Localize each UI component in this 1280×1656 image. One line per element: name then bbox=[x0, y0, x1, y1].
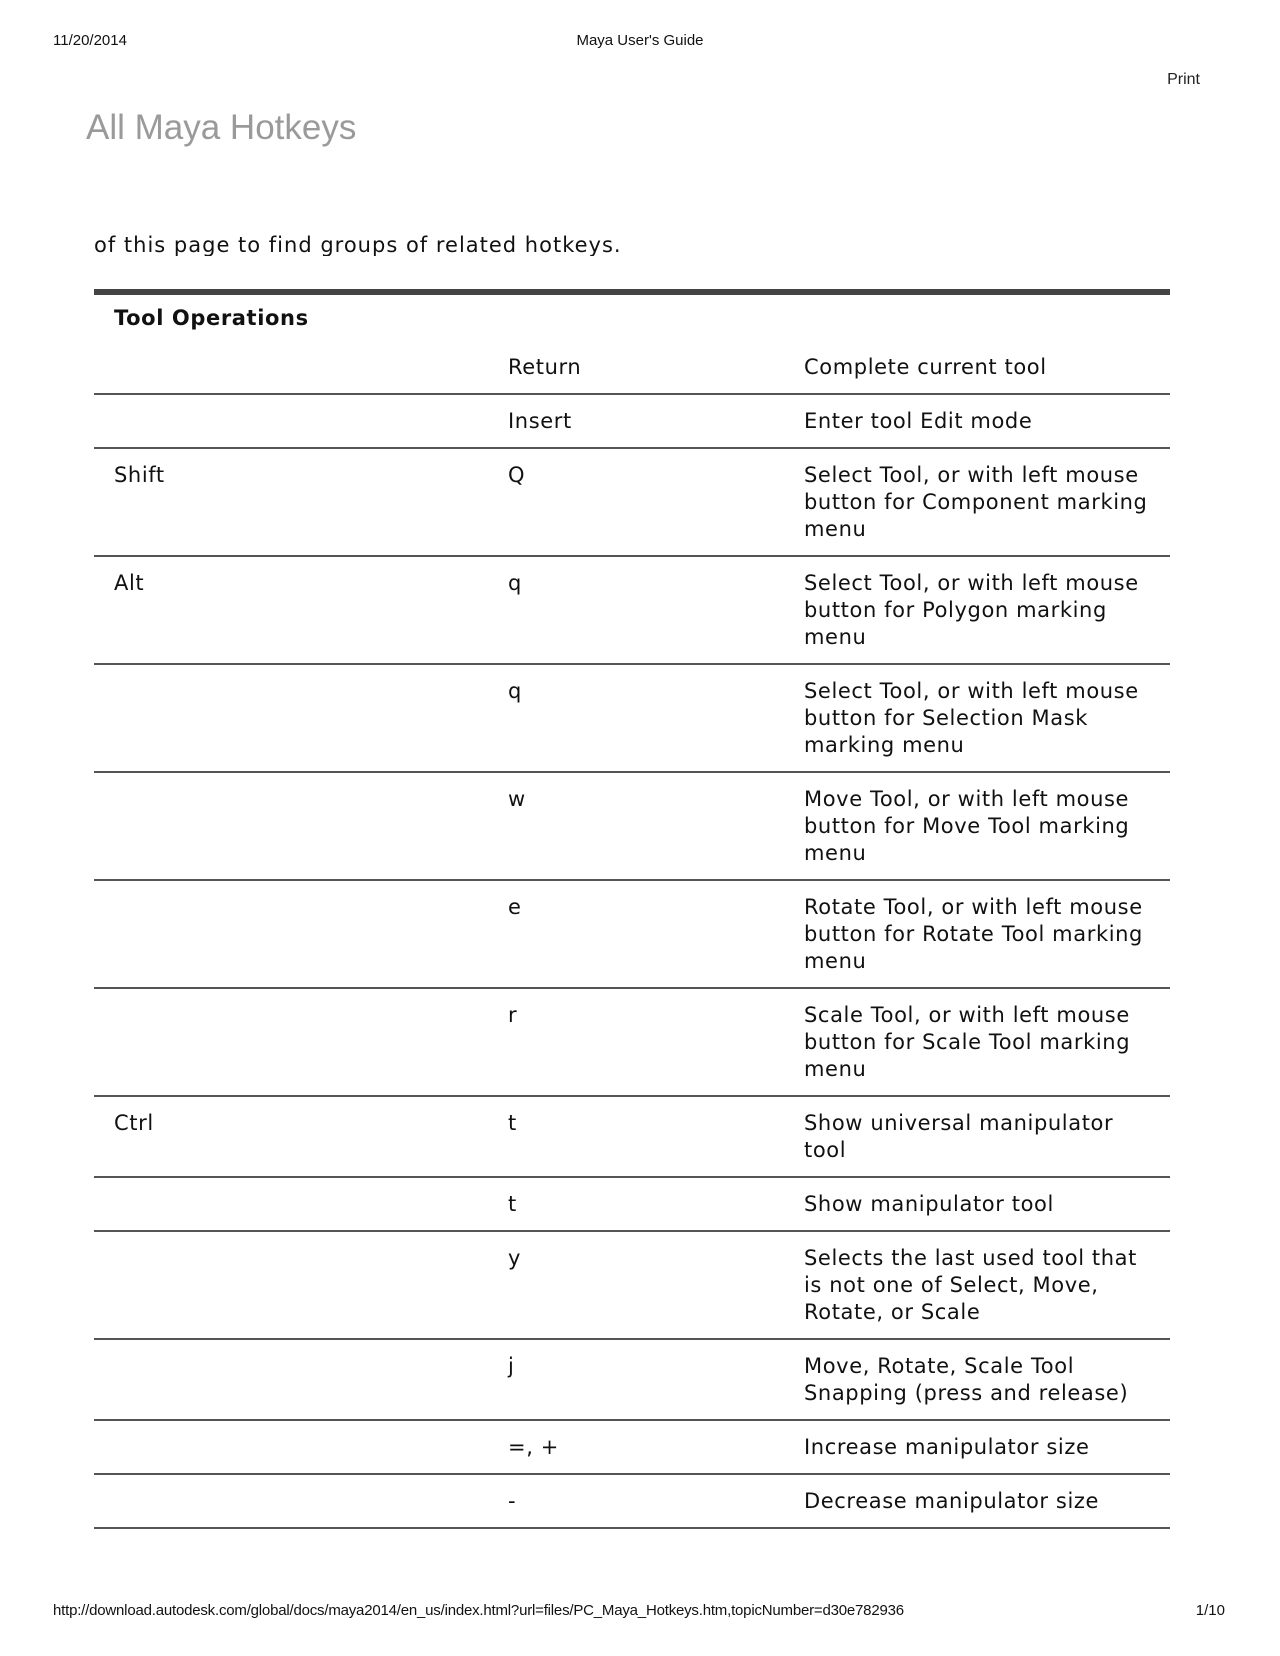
key-cell: w bbox=[508, 772, 804, 880]
description-cell: Move, Rotate, Scale Tool Snapping (press and release) bbox=[804, 1339, 1170, 1420]
table-row bbox=[94, 1474, 1170, 1528]
modifier-cell bbox=[94, 1420, 508, 1474]
key-cell: =, + bbox=[508, 1420, 804, 1474]
description-cell: Select Tool, or with left mouse button for Polygon marking menu bbox=[804, 556, 1170, 664]
table-row bbox=[94, 1177, 1170, 1231]
description-cell: Complete current tool bbox=[804, 341, 1170, 394]
table-row bbox=[94, 1420, 1170, 1474]
modifier-cell: Ctrl bbox=[94, 1096, 508, 1177]
table-row bbox=[94, 556, 1170, 664]
intro-text: of this page to find groups of related hotkeys. bbox=[94, 233, 622, 256]
section-header-row bbox=[94, 292, 1170, 341]
table-row bbox=[94, 664, 1170, 772]
key-cell: e bbox=[508, 880, 804, 988]
table-row bbox=[94, 341, 1170, 394]
modifier-cell bbox=[94, 1474, 508, 1528]
hotkey-table bbox=[94, 289, 1170, 1529]
key-cell: r bbox=[508, 988, 804, 1096]
description-cell: Show universal manipulator tool bbox=[804, 1096, 1170, 1177]
modifier-cell: Shift bbox=[94, 448, 508, 556]
description-cell: Decrease manipulator size bbox=[804, 1474, 1170, 1528]
key-cell: q bbox=[508, 664, 804, 772]
description-cell: Scale Tool, or with left mouse button for Scale Tool marking menu bbox=[804, 988, 1170, 1096]
print-header-title: Maya User's Guide bbox=[576, 32, 704, 49]
key-cell: t bbox=[508, 1177, 804, 1231]
description-cell: Move Tool, or with left mouse button for Move Tool marking menu bbox=[804, 772, 1170, 880]
description-cell: Select Tool, or with left mouse button for Selection Mask marking menu bbox=[804, 664, 1170, 772]
table-row bbox=[94, 988, 1170, 1096]
section-title: Tool Operations bbox=[94, 292, 1170, 341]
table-row bbox=[94, 1096, 1170, 1177]
modifier-cell bbox=[94, 341, 508, 394]
print-link[interactable]: Print bbox=[1167, 71, 1200, 88]
description-cell: Increase manipulator size bbox=[804, 1420, 1170, 1474]
key-cell: t bbox=[508, 1096, 804, 1177]
key-cell: y bbox=[508, 1231, 804, 1339]
modifier-cell: Alt bbox=[94, 556, 508, 664]
modifier-cell bbox=[94, 880, 508, 988]
description-cell: Show manipulator tool bbox=[804, 1177, 1170, 1231]
modifier-cell bbox=[94, 1339, 508, 1420]
modifier-cell bbox=[94, 772, 508, 880]
key-cell: Return bbox=[508, 341, 804, 394]
description-cell: Rotate Tool, or with left mouse button for Rotate Tool marking menu bbox=[804, 880, 1170, 988]
print-footer-page-number: 1/10 bbox=[1195, 1602, 1225, 1619]
modifier-cell bbox=[94, 1231, 508, 1339]
description-cell: Select Tool, or with left mouse button for Component marking menu bbox=[804, 448, 1170, 556]
table-row bbox=[94, 394, 1170, 448]
table-row bbox=[94, 772, 1170, 880]
key-cell: Q bbox=[508, 448, 804, 556]
key-cell: q bbox=[508, 556, 804, 664]
modifier-cell bbox=[94, 1177, 508, 1231]
key-cell: j bbox=[508, 1339, 804, 1420]
table-row bbox=[94, 1339, 1170, 1420]
modifier-cell bbox=[94, 664, 508, 772]
print-header-date: 11/20/2014 bbox=[53, 32, 127, 49]
key-cell: Insert bbox=[508, 394, 804, 448]
page-title: All Maya Hotkeys bbox=[86, 108, 357, 147]
table-row bbox=[94, 448, 1170, 556]
print-footer-url: http://download.autodesk.com/global/docs/maya2014/en_us/index.html?url=files/PC_Maya_Hotkeys.htm,topicNumber=d30e782936 bbox=[53, 1602, 904, 1619]
modifier-cell bbox=[94, 988, 508, 1096]
key-cell: - bbox=[508, 1474, 804, 1528]
table-row bbox=[94, 1231, 1170, 1339]
description-cell: Enter tool Edit mode bbox=[804, 394, 1170, 448]
intro-clip-region bbox=[86, 220, 1186, 256]
modifier-cell bbox=[94, 394, 508, 448]
description-cell: Selects the last used tool that is not one of Select, Move, Rotate, or Scale bbox=[804, 1231, 1170, 1339]
table-row bbox=[94, 880, 1170, 988]
